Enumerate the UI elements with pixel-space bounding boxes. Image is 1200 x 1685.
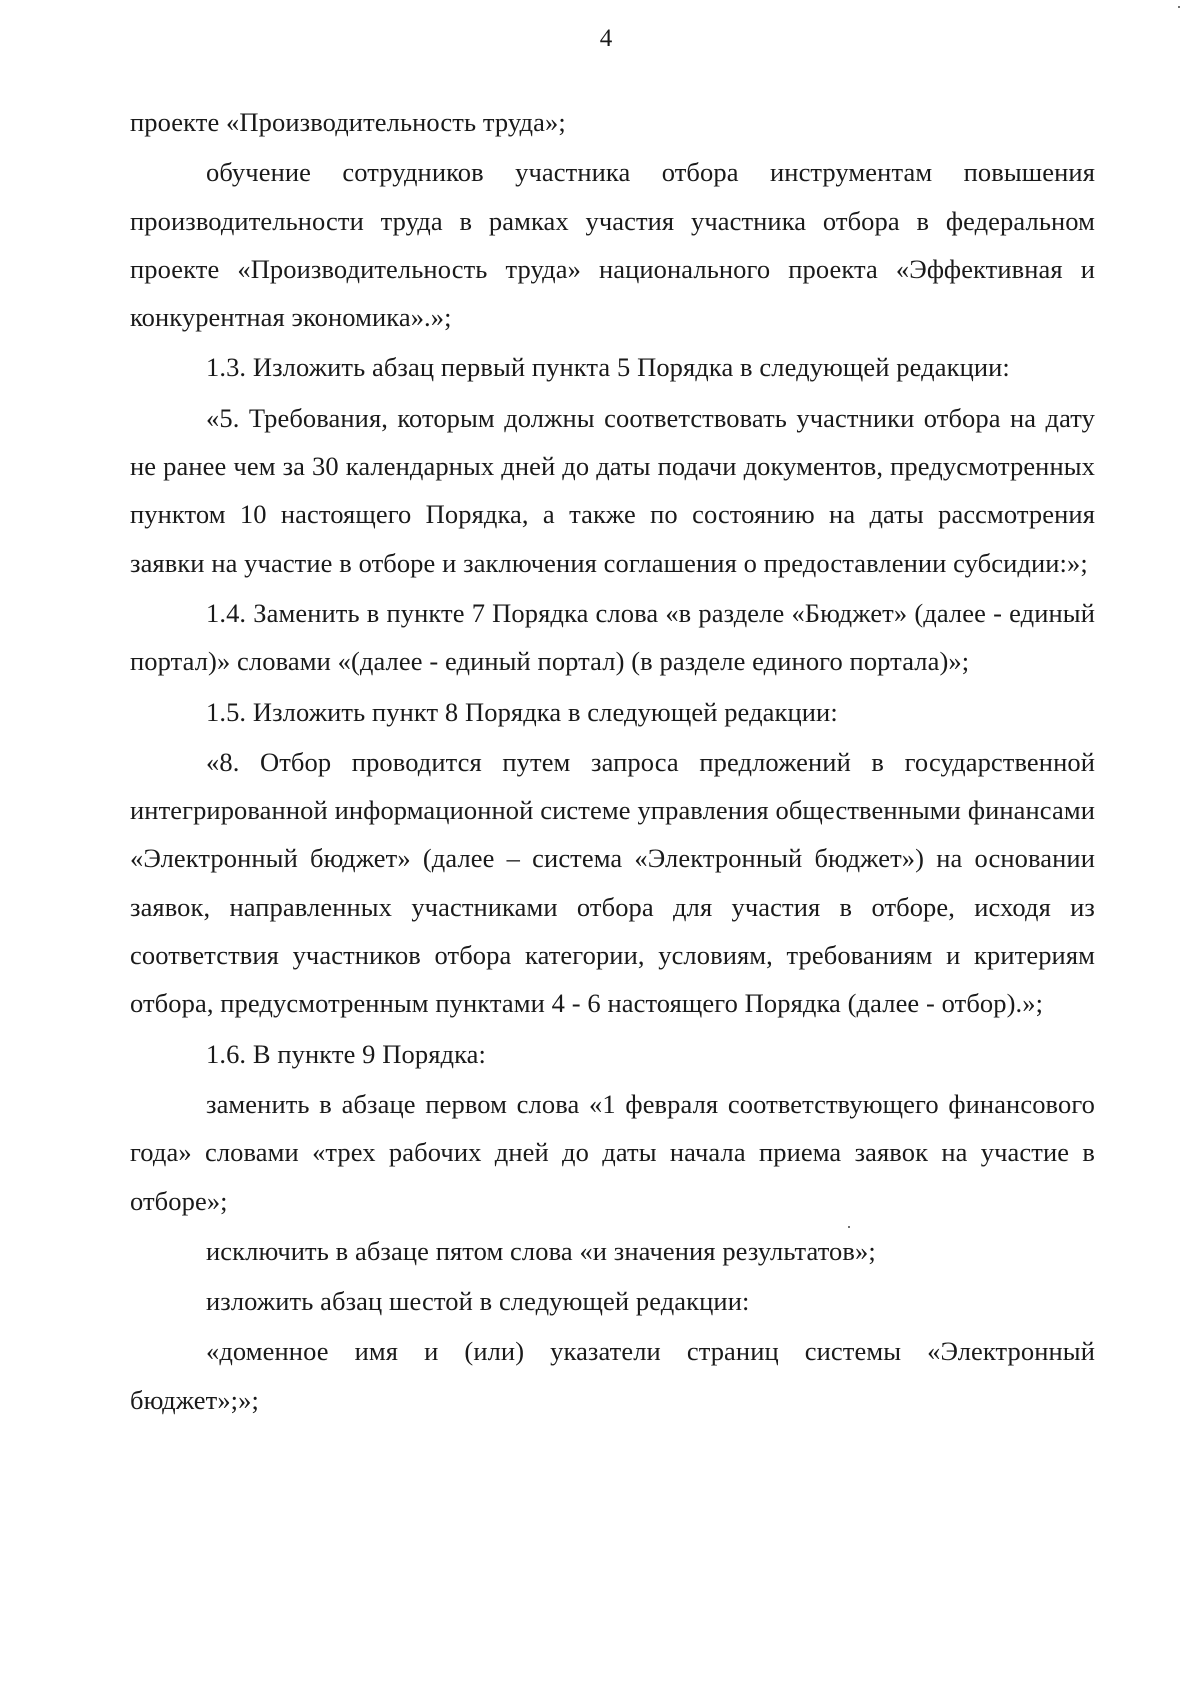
document-body xyxy=(130,98,1095,1426)
paragraph-training: обучение сотрудников участника отбора инструментам повышения производительности труда в рамках участия участника отбора в федеральном проекте «Производительность труда» национального проекта «Эффективная и конкурентная экономика».»; xyxy=(130,157,1095,333)
paragraph-item-1-3: 1.3. Изложить абзац первый пункта 5 Порядка в следующей редакции: xyxy=(206,352,1010,383)
page-number: 4 xyxy=(599,25,613,52)
paragraph-requirements: «5. Требования, которым должны соответствовать участники отбора на дату не ранее чем за 30 календарных дней до даты подачи документов, предусмотренных пунктом 10 настоящего Порядка, а также по состоянию на даты рассмотрения заявки на участие в отборе и заключения соглашения о предоставлении субсидии:»; xyxy=(130,402,1095,578)
scan-speck xyxy=(1178,6,1180,8)
paragraph-item-1-6: 1.6. В пункте 9 Порядка: xyxy=(206,1038,486,1069)
paragraph-continuation: проекте «Производительность труда»; xyxy=(130,107,566,137)
paragraph-exclude-words: исключить в абзаце пятом слова «и значения результатов»; xyxy=(206,1235,876,1266)
paragraph-domain-name: «доменное имя и (или) указатели страниц системы «Электронный бюджет»;»; xyxy=(130,1336,1095,1415)
paragraph-item-1-5: 1.5. Изложить пункт 8 Порядка в следующей редакции: xyxy=(206,696,838,727)
paragraph-replace-words: заменить в абзаце первом слова «1 февраля соответствующего финансового года» словами «трех рабочих дней до даты начала приема заявок на участие в отборе»; xyxy=(130,1088,1095,1216)
scan-speck xyxy=(848,1226,850,1228)
paragraph-selection: «8. Отбор проводится путем запроса предложений в государственной интегрированной информационной системе управления общественными финансами «Электронный бюджет» (далее – система «Электронный бюджет») на основании заявок, направленных участниками отбора для участия в отборе, исходя из соответствия участников отбора категории, условиям, требованиям и критериям отбора, предусмотренным пунктами 4 - 6 настоящего Порядка (далее - отбор).»; xyxy=(130,746,1095,1019)
paragraph-sixth-edition: изложить абзац шестой в следующей редакции: xyxy=(206,1286,750,1317)
paragraph-item-1-4: 1.4. Заменить в пункте 7 Порядка слова «в разделе «Бюджет» (далее - единый портал)» словами «(далее - единый портал) (в разделе единого портала)»; xyxy=(130,597,1095,677)
